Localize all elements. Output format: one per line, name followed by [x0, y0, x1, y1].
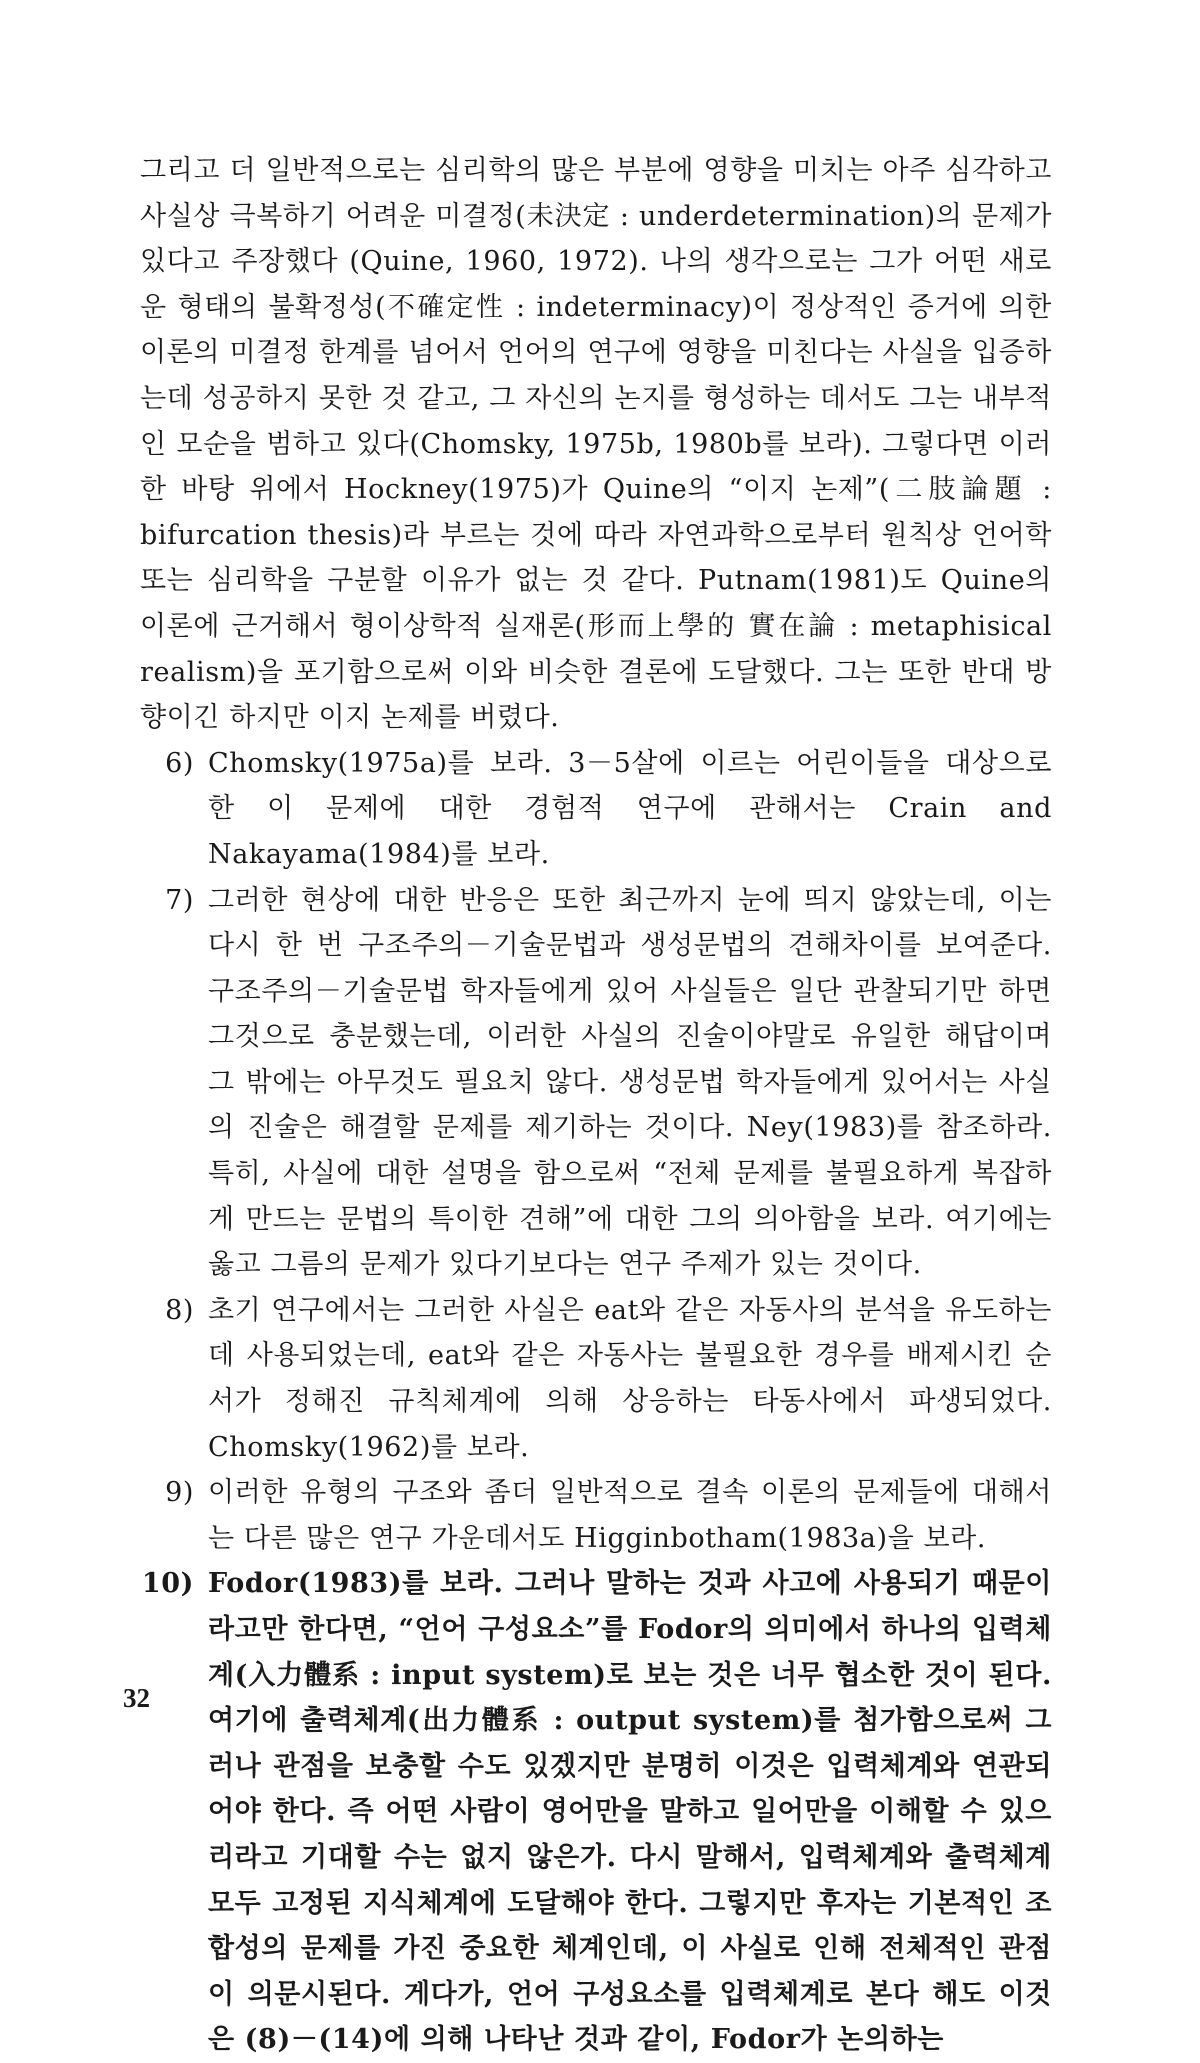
footnote-number: 10)	[141, 1568, 194, 1600]
note-continuation: 그리고 더 일반적으로는 심리학의 많은 부분에 영향을 미치는 아주 심각하고 사실상 극복하기 어려운 미결정(未決定 : underdetermination)의 문제가 있다고 주장했다 (Quine, 1960, 1972). 나의 생각으로는 그가 어떤 새로운 형태의 불확정성(不確定性 : indeterminacy)이 정상적인 증거에 의한 이론의 미결정 한계를 넘어서 언어의 연구에 영향을 미친다는 사실을 입증하는데 성공하지 못한 것 같고, 그 자신의 논지를 형성하는 데서도 그는 내부적인 모순을 범하고 있다(Chomsky, 1975b, 1980b를 보라). 그렇다면 이러한 바탕 위에서 Hockney(1975)가 Quine의 “이지 논제”(二肢論題 : bifurcation thesis)라 부르는 것에 따라 자연과학으로부터 원칙상 언어학 또는 심리학을 구분할 이유가 없는 것 같다. Putnam(1981)도 Quine의 이론에 근거해서 형이상학적 실재론(形而上學的 實在論 : metaphisical realism)을 포기함으로써 이와 비슷한 결론에 도달했다. 그는 또한 반대 방향이긴 하지만 이지 논제를 버렸다.	[140, 155, 1052, 734]
page-number: 32	[123, 1683, 150, 1713]
footnote-8	[140, 1288, 1052, 1470]
footnote-number: 7)	[165, 884, 194, 916]
footnote-number: 8)	[165, 1294, 194, 1326]
footnote-10	[140, 1561, 1052, 2063]
footnote-number: 6)	[165, 747, 194, 779]
footnotes-text	[140, 148, 1052, 2063]
footnote-9	[140, 1470, 1052, 1561]
footnote-text: 그러한 현상에 대한 반응은 또한 최근까지 눈에 띄지 않았는데, 이는 다시 한 번 구조주의－기술문법과 생성문법의 견해차이를 보여준다. 구조주의－기술문법 학자들에게 있어 사실들은 일단 관찰되기만 하면 그것으로 충분했는데, 이러한 사실의 진술이야말로 유일한 해답이며 그 밖에는 아무것도 필요치 않다. 생성문법 학자들에게 있어서는 사실의 진술은 해결할 문제를 제기하는 것이다. Ney(1983)를 참조하라. 특히, 사실에 대한 설명을 함으로써 “전체 문제를 불필요하게 복잡하게 만드는 문법의 특이한 견해”에 대한 그의 의아함을 보라. 여기에는 옳고 그름의 문제가 있다기보다는 연구 주제가 있는 것이다.	[208, 884, 1052, 1281]
footnote-text: 초기 연구에서는 그러한 사실은 eat와 같은 자동사의 분석을 유도하는 데 사용되었는데, eat와 같은 자동사는 불필요한 경우를 배제시킨 순서가 정해진 규칙체계에 의해 상응하는 타동사에서 파생되었다. Chomsky(1962)를 보라.	[208, 1294, 1052, 1463]
footnote-text: Chomsky(1975a)를 보라. 3－5살에 이르는 어린이들을 대상으로 한 이 문제에 대한 경험적 연구에 관해서는 Crain and Nakayama(1984)를 보라.	[208, 747, 1052, 870]
footnote-7	[140, 878, 1052, 1288]
footnote-text: 이러한 유형의 구조와 좀더 일반적으로 결속 이론의 문제들에 대해서는 다른 많은 연구 가운데서도 Higginbotham(1983a)을 보라.	[208, 1477, 1052, 1554]
footnote-6	[140, 741, 1052, 878]
footnote-number: 9)	[165, 1477, 194, 1509]
footnote-text: Fodor(1983)를 보라. 그러나 말하는 것과 사고에 사용되기 때문이라고만 한다면, “언어 구성요소”를 Fodor의 의미에서 하나의 입력체계(入力體系 : input system)로 보는 것은 너무 협소한 것이 된다. 여기에 출력체계(出力體系 : output system)를 첨가함으로써 그러나 관점을 보충할 수도 있겠지만 분명히 이것은 입력체계와 연관되어야 한다. 즉 어떤 사람이 영어만을 말하고 일어만을 이해할 수 있으리라고 기대할 수는 없지 않은가. 다시 말해서, 입력체계와 출력체계 모두 고정된 지식체계에 도달해야 한다. 그렇지만 후자는 기본적인 조합성의 문제를 가진 중요한 체계인데, 이 사실로 인해 전체적인 관점이 의문시된다. 게다가, 언어 구성요소를 입력체계로 본다 해도 이것은 (8)－(14)에 의해 나타난 것과 같이, Fodor가 논의하는	[208, 1568, 1052, 2056]
